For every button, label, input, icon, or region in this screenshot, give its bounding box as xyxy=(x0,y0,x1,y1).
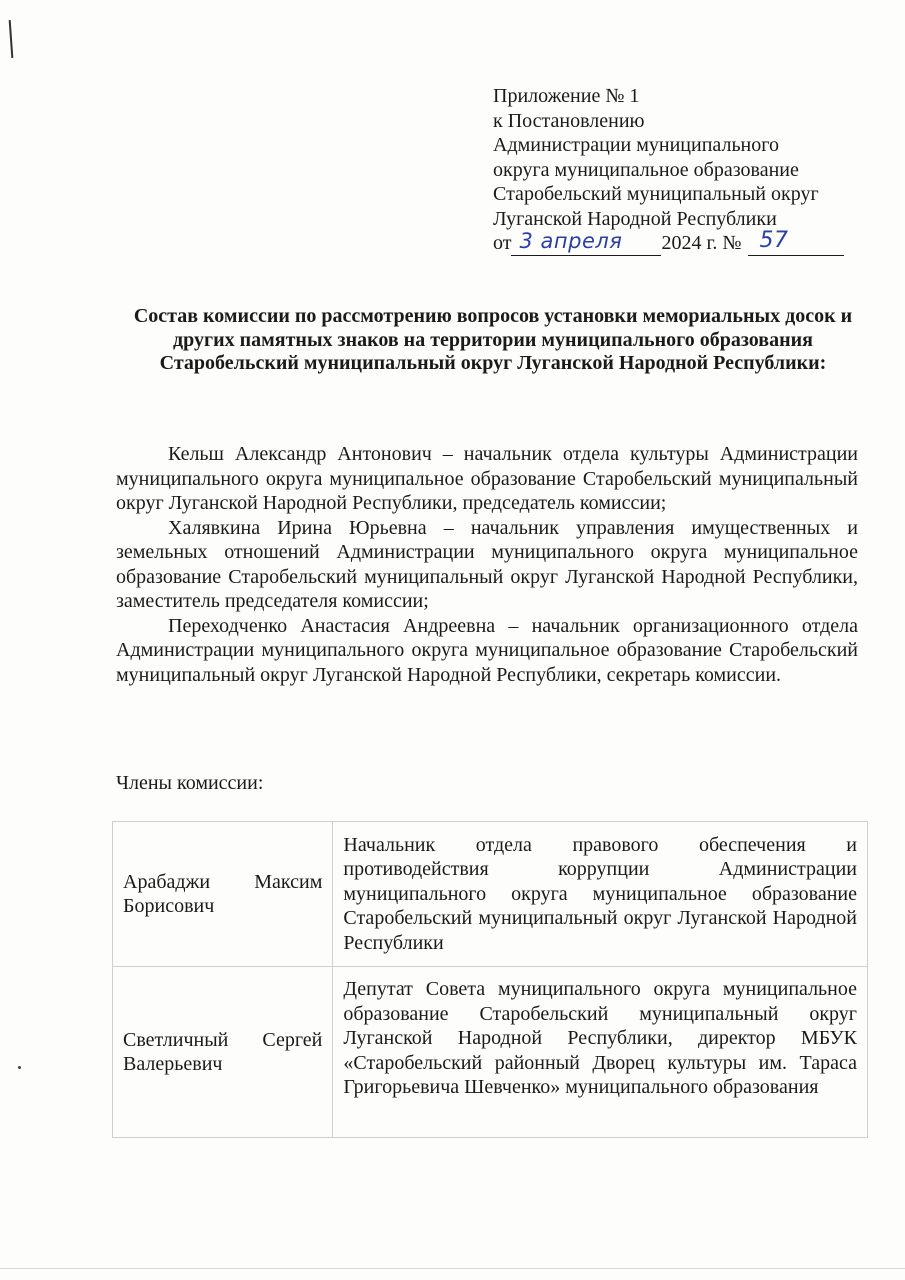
scan-bottom-line xyxy=(0,1268,905,1269)
paragraph-chairman: Кельш Александр Антонович – начальник отдела культуры Администрации муниципального округа муниципальное образование Старобельский муниципальный округ Луганской Народной Республики, председатель комиссии; xyxy=(116,443,858,514)
year-number-text: 2024 г. № xyxy=(661,232,742,254)
appendix-line: Старобельский муниципальный округ xyxy=(493,183,819,205)
paragraph-deputy: Халявкина Ирина Юрьевна – начальник управления имущественных и земельных отношений Администрации муниципального округа муниципальное образование Старобельский муниципальный округ Луганской Народной Республики, заместитель председателя комиссии; xyxy=(116,516,858,612)
appendix-line: Приложение № 1 xyxy=(493,85,640,107)
number-fill-line xyxy=(748,228,844,256)
member-name: Арабаджи Максим Борисович xyxy=(113,822,333,967)
table-row xyxy=(113,822,868,967)
appendix-line: Администрации муниципального xyxy=(493,134,779,156)
scan-edge-mark xyxy=(9,20,14,58)
appendix-header xyxy=(493,84,844,256)
appendix-date-line xyxy=(493,228,844,256)
paragraph-secretary: Переходченко Анастасия Андреевна – начальник организационного отдела Администрации муниципального округа муниципальное образование Старобельский муниципальный округ Луганской Народной Республики, секретарь комиссии. xyxy=(116,614,858,686)
document-title: Состав комиссии по рассмотрению вопросов установки мемориальных досок и других памятных знаков на территории муниципального образования Старобельский муниципальный округ Луганской Народной Республики: xyxy=(133,305,853,374)
members-label: Члены комиссии: xyxy=(116,772,264,794)
handwritten-number: 57 xyxy=(759,228,789,253)
table-row xyxy=(113,967,868,1138)
appendix-line: округа муниципальное образование xyxy=(493,158,799,181)
handwritten-date: 3 апреля xyxy=(519,229,623,253)
member-name: Светличный Сергей Валерьевич xyxy=(113,967,333,1138)
member-role: Депутат Совета муниципального округа муниципальное образование Старобельский муниципальный округ Луганской Народной Республики, директор МБУК «Старобельский районный Дворец культуры им. Тараса Григорьевича Шевченко» муниципального образования xyxy=(333,967,868,1138)
appendix-line: к Постановлению xyxy=(493,109,645,132)
date-fill-line xyxy=(511,229,661,256)
members-table xyxy=(112,821,868,1138)
scan-dot-mark xyxy=(18,1066,21,1069)
appendix-line: Луганской Народной Республики xyxy=(493,207,777,230)
member-role: Начальник отдела правового обеспечения и противодействия коррупции Администрации муниципального округа муниципальное образование Старобельский муниципальный округ Луганской Народной Республики xyxy=(333,822,868,967)
commission-leadership xyxy=(116,442,858,687)
date-prefix: от xyxy=(493,232,512,254)
